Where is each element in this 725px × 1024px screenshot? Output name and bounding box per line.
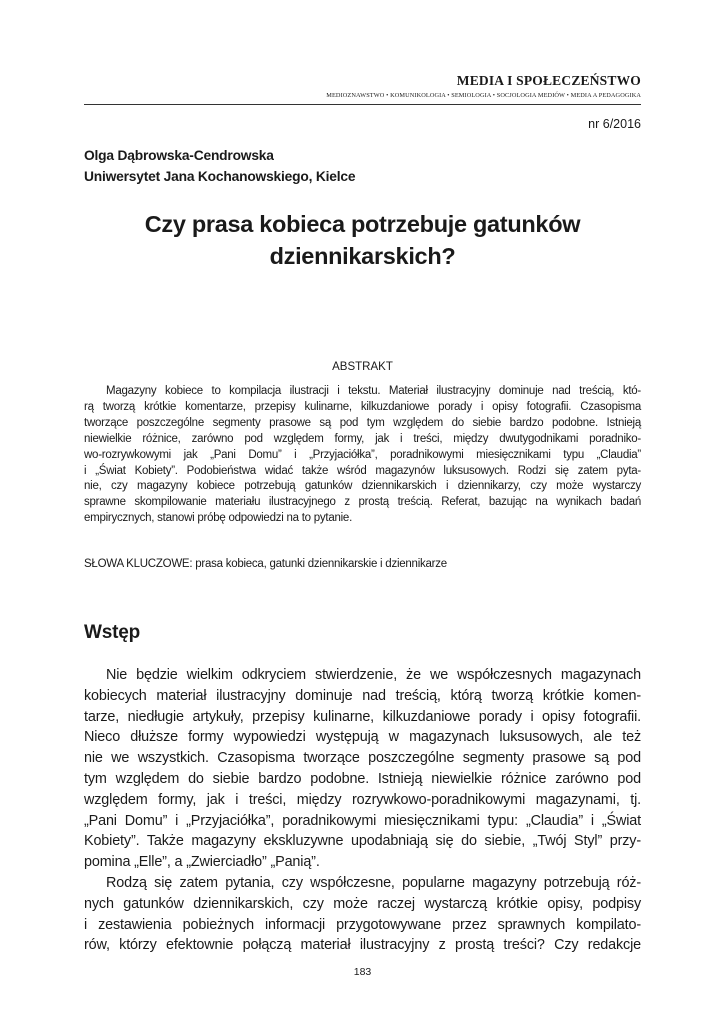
abstract-line: wo-rozrywkowymi jak „Pani Domu” i „Przyjaciółka”, poradnikowymi miesięcznikami typu „Claudia” [84, 448, 641, 461]
author-affiliation: Uniwersytet Jana Kochanowskiego, Kielce [84, 169, 356, 184]
abstract-line: empirycznych, stanowi próbę odpowiedzi na to pytanie. [84, 512, 353, 525]
abstract-line: Magazyny kobiece to kompilacja ilustracji i tekstu. Materiał ilustracyjny dominuje nad treścią, któ- [106, 385, 641, 397]
body-line: i zestawienia pobieżnych informacji przygotowywane przez sprawnych kompilato- [84, 916, 641, 933]
body-line: Rodzą się zatem pytania, czy współczesne, popularne magazyny potrzebują róż- [106, 874, 641, 891]
body-line: Nieco dłuższe formy wypowiedzi występują w magazynach luksusowych, ale też [84, 729, 641, 746]
body-line: tym względem do siebie bardzo podobne. Istnieją niewielkie różnice zarówno pod [84, 770, 641, 787]
header-rule [84, 104, 641, 105]
page-number: 183 [353, 966, 372, 978]
section-heading: Wstęp [84, 622, 141, 643]
body-line: kobiecych materiał ilustracyjny dominuje nad treścią, którą tworzą krótkie komen- [84, 687, 641, 704]
body-line: Kobiety”. Także magazyny ekskluzywne upodabniają się do siebie, „Twój Styl” przy- [84, 833, 641, 850]
body-line: pomina „Elle”, a „Zwierciadło” „Panią”. [84, 854, 320, 871]
body-line: Nie będzie wielkim odkryciem stwierdzenie, że we współczesnych magazynach [106, 667, 641, 683]
abstract-line: rą tworzą krótkie komentarze, przepisy kulinarne, kilkuzdaniowe porady i opisy fotografii. Czasopisma [84, 400, 641, 413]
abstract-line: nie, czy magazyny kobiece potrzebują gatunków dziennikarskich i dziennikarzy, czy może wystarczy [84, 480, 641, 493]
abstract-line: sprawne skompilowanie materiału ilustracyjnego z prostą treścią. Referat, bazując na wynikach badań [84, 496, 641, 509]
body-line: względem formy, jak i treści, między rozrywkowo-poradnikowymi magazynami, tj. [84, 791, 641, 808]
body-line: nie we wszystkich. Czasopisma tworzące poszczególne segmenty prasowe są pod [84, 750, 641, 767]
author-name: Olga Dąbrowska-Cendrowska [84, 148, 274, 163]
journal-subtitle: MEDIOZNAWSTWO • KOMUNIKOLOGIA • SEMIOLOGIA • SOCJOLOGIA MEDIÓW • MEDIA A PEDAGOGIKA [326, 92, 641, 99]
abstract-line: niewielkie różnice, zarówno pod względem formy, jak i treści, między dwutygodnikami poradniko- [84, 432, 641, 445]
abstract-heading: ABSTRAKT [332, 361, 393, 373]
abstract-line: i „Świat Kobiety”. Podobieństwa widać także wśród magazynów luksusowych. Rodzi się zatem pyta- [84, 464, 641, 477]
keywords: SŁOWA KLUCZOWE: prasa kobieca, gatunki dziennikarskie i dziennikarze [84, 558, 447, 570]
article-title: Czy prasa kobieca potrzebuje gatunków dziennikarskich? [144, 211, 581, 269]
body-text [84, 665, 641, 956]
body-line: nych gatunków dziennikarskich, czy może raczej wystarczą krótkie opisy, podpisy [84, 895, 641, 912]
body-line: tarze, niedługie artykuły, przepisy kulinarne, kilkuzdaniowe porady i opisy fotografii. [84, 708, 641, 725]
journal-title: MEDIA I SPOŁECZEŃSTWO [456, 73, 641, 88]
abstract-line: tworzące poszczególne segmenty prasowe są pod tym względem do siebie bardzo podobne. Istnieją [84, 416, 641, 429]
body-line: rów, którzy efektownie połączą materiał ilustracyjny z prostą treści? Czy redakcje [84, 937, 641, 954]
body-line: „Pani Domu” i „Przyjaciółka”, poradnikowymi miesięcznikami typu: „Claudia” i „Świat [84, 812, 641, 829]
issue-number: nr 6/2016 [588, 117, 641, 131]
abstract-body [84, 384, 641, 527]
